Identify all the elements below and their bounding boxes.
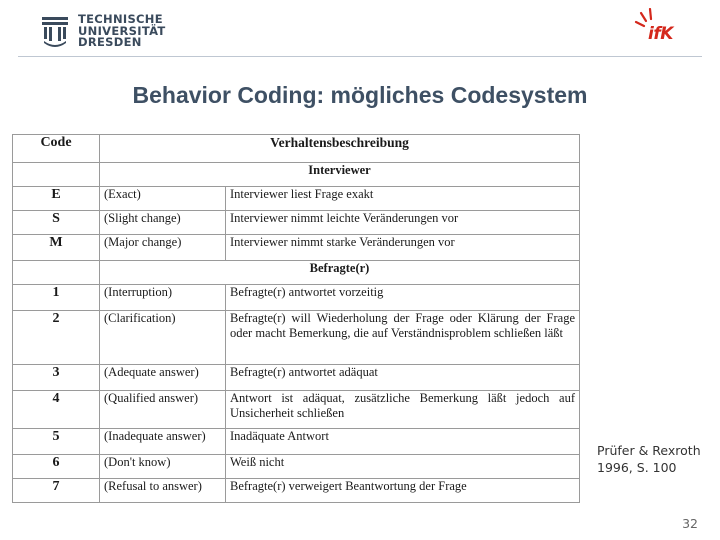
university-line-3: DRESDEN xyxy=(78,35,142,49)
label-cell: (Qualified answer) xyxy=(100,391,226,429)
slide-title: Behavior Coding: mögliches Codesystem xyxy=(132,82,588,108)
label-cell: (Clarification) xyxy=(100,311,226,365)
code-cell: 4 xyxy=(13,391,100,429)
description-cell: Antwort ist adäquat, zusätzliche Bemerkung läßt jedoch auf Unsicherheit schließen xyxy=(226,391,580,429)
university-wordmark xyxy=(78,14,166,49)
code-cell: 5 xyxy=(13,429,100,455)
table-row xyxy=(13,391,580,429)
label-cell: (Exact) xyxy=(100,187,226,211)
code-cell: M xyxy=(13,235,100,261)
label-cell: (Slight change) xyxy=(100,211,226,235)
description-cell: Inadäquate Antwort xyxy=(226,429,580,455)
column-header-code: Code xyxy=(13,135,100,163)
code-cell: E xyxy=(13,187,100,211)
code-cell: 3 xyxy=(13,365,100,391)
page-number: 32 xyxy=(682,516,698,531)
source-citation: Prüfer & Rexroth 1996, S. 100 xyxy=(597,443,701,475)
section-heading-respondent: Befragte(r) xyxy=(100,261,580,285)
table-row xyxy=(13,187,580,211)
table-row xyxy=(13,311,580,365)
table-row xyxy=(13,429,580,455)
description-cell: Befragte(r) verweigert Beantwortung der Frage xyxy=(226,479,580,503)
table-row xyxy=(13,479,580,503)
table-row xyxy=(13,365,580,391)
table-row xyxy=(13,285,580,311)
description-cell: Interviewer nimmt leichte Veränderungen vor xyxy=(226,211,580,235)
section-header-row xyxy=(13,163,580,187)
header-divider xyxy=(18,56,702,57)
table-header-row xyxy=(13,135,580,163)
label-cell: (Major change) xyxy=(100,235,226,261)
label-cell: (Adequate answer) xyxy=(100,365,226,391)
description-cell: Befragte(r) antwortet adäquat xyxy=(226,365,580,391)
label-cell: (Inadequate answer) xyxy=(100,429,226,455)
section-heading-interviewer: Interviewer xyxy=(100,163,580,187)
column-header-description: Verhaltensbeschreibung xyxy=(100,135,580,163)
code-table xyxy=(12,134,580,503)
code-cell: S xyxy=(13,211,100,235)
university-line-1: TECHNISCHE xyxy=(78,12,163,26)
section-header-row xyxy=(13,261,580,285)
description-cell: Interviewer nimmt starke Veränderungen vor xyxy=(226,235,580,261)
code-cell: 1 xyxy=(13,285,100,311)
code-cell: 7 xyxy=(13,479,100,503)
description-cell: Befragte(r) will Wiederholung der Frage oder Klärung der Frage oder macht Bemerkung, die auf Verständnisproblem schließen läßt xyxy=(226,311,580,365)
tu-dresden-emblem-icon xyxy=(40,15,70,47)
university-line-2: UNIVERSITÄT xyxy=(78,23,166,38)
label-cell: (Don't know) xyxy=(100,455,226,479)
label-cell: (Interruption) xyxy=(100,285,226,311)
code-cell: 2 xyxy=(13,311,100,365)
ifk-wordmark: ifK xyxy=(648,24,673,44)
table-row xyxy=(13,455,580,479)
description-cell: Befragte(r) antwortet vorzeitig xyxy=(226,285,580,311)
tu-dresden-logo xyxy=(40,14,166,49)
table-row xyxy=(13,211,580,235)
description-cell: Weiß nicht xyxy=(226,455,580,479)
code-cell: 6 xyxy=(13,455,100,479)
table-row xyxy=(13,235,580,261)
description-cell: Interviewer liest Frage exakt xyxy=(226,187,580,211)
label-cell: (Refusal to answer) xyxy=(100,479,226,503)
